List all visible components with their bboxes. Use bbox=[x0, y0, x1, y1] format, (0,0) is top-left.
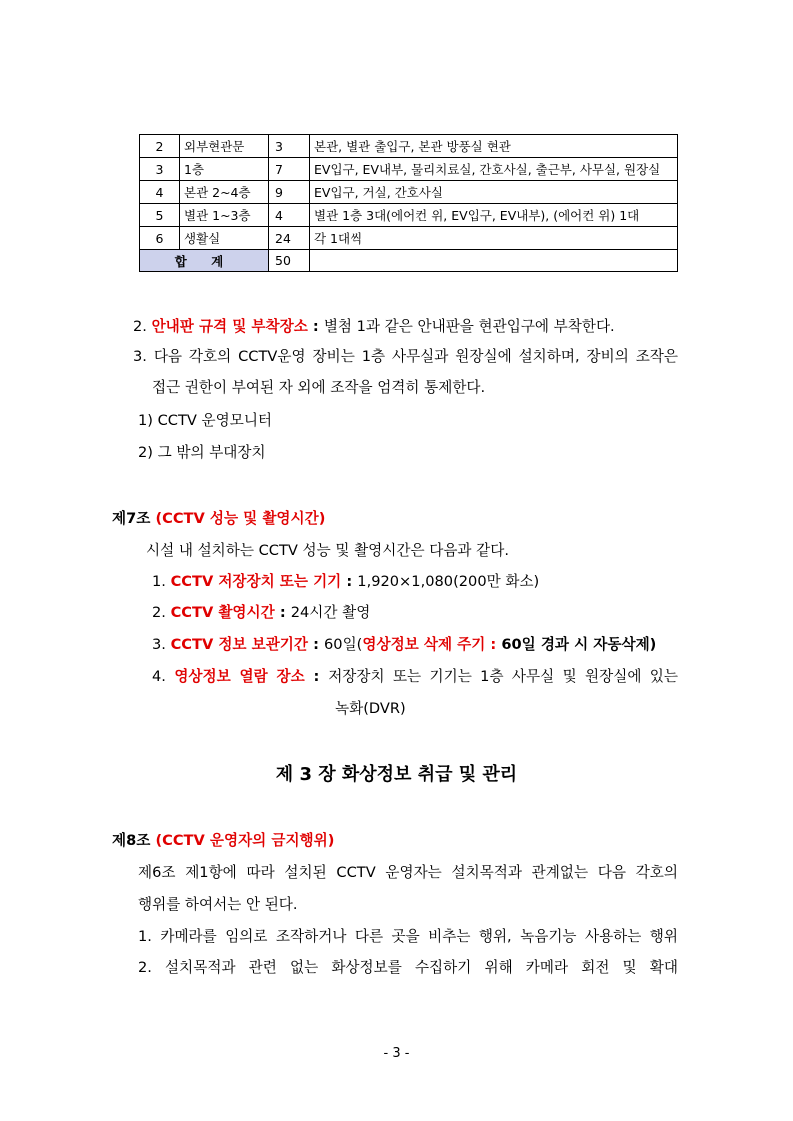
table-row bbox=[140, 181, 678, 204]
table-cell-detail: EV입구, EV내부, 물리치료실, 간호사실, 출근부, 사무실, 원장실 bbox=[310, 158, 678, 181]
table-row bbox=[140, 204, 678, 227]
table-row bbox=[140, 158, 678, 181]
item-text: 1,920×1,080(200만 화소) bbox=[357, 573, 540, 590]
total-count: 50 bbox=[269, 250, 310, 272]
total-detail-empty bbox=[310, 250, 678, 272]
item-separator: : bbox=[274, 604, 291, 621]
item-3-line-2: 접근 권한이 부여된 자 외에 조작을 엄격히 통제한다. bbox=[152, 379, 486, 396]
item-label: CCTV 저장장치 또는 기기 bbox=[170, 573, 342, 590]
item-number: 4. bbox=[152, 668, 166, 685]
table-cell-location: 별관 1~3층 bbox=[180, 204, 269, 227]
table-cell-location: 외부현관문 bbox=[180, 135, 269, 158]
article-number: 제8조 bbox=[112, 832, 151, 849]
item-sub-label: 영상정보 삭제 주기 : bbox=[362, 636, 502, 653]
table-cell-detail: 각 1대씩 bbox=[310, 227, 678, 250]
item-sub-text: 60일 경과 시 자동삭제) bbox=[501, 636, 657, 653]
article-title: (CCTV 성능 및 촬영시간) bbox=[155, 510, 326, 527]
article-number: 제7조 bbox=[112, 510, 151, 527]
table-cell-no: 3 bbox=[140, 158, 180, 181]
table-cell-location: 1층 bbox=[180, 158, 269, 181]
table-cell-no: 2 bbox=[140, 135, 180, 158]
total-label: 합 계 bbox=[140, 250, 269, 272]
item-text: 60일( bbox=[324, 636, 363, 653]
table-cell-count: 3 bbox=[269, 135, 310, 158]
item-2-signboard bbox=[133, 317, 615, 337]
table-cell-count: 7 bbox=[269, 158, 310, 181]
table-cell-location: 생활실 bbox=[180, 227, 269, 250]
article-7-item-4 bbox=[152, 667, 678, 687]
cctv-location-table bbox=[139, 134, 678, 272]
table-cell-detail: 본관, 별관 출입구, 본관 방풍실 현관 bbox=[310, 135, 678, 158]
item-separator: : bbox=[307, 318, 324, 335]
item-label: CCTV 정보 보관기간 bbox=[170, 636, 308, 653]
article-8-intro-2: 행위를 하여서는 안 된다. bbox=[138, 896, 298, 913]
chapter-3-title: 제 3 장 화상정보 취급 및 관리 bbox=[275, 764, 518, 785]
table-row bbox=[140, 227, 678, 250]
item-number: 3. bbox=[152, 636, 166, 653]
table-cell-no: 4 bbox=[140, 181, 180, 204]
article-7-item-2 bbox=[152, 603, 370, 623]
item-3-line-1: 3. 다음 각호의 CCTV운영 장비는 1층 사무실과 원장실에 설치하며, 장비의 조작은 bbox=[133, 348, 678, 365]
article-title: (CCTV 운영자의 금지행위) bbox=[155, 832, 335, 849]
item-label: 영상정보 열람 장소 bbox=[174, 668, 305, 685]
item-separator: : bbox=[341, 573, 358, 590]
table-cell-no: 6 bbox=[140, 227, 180, 250]
item-number: 2. bbox=[152, 604, 166, 621]
item-label: 안내판 규격 및 부착장소 bbox=[151, 318, 308, 335]
item-text: 별첨 1과 같은 안내판을 현관입구에 부착한다. bbox=[323, 318, 615, 335]
table-cell-detail: EV입구, 거실, 간호사실 bbox=[310, 181, 678, 204]
article-7-heading bbox=[112, 509, 325, 529]
article-8-item-2: 2. 설치목적과 관련 없는 화상정보를 수집하기 위해 카메라 회전 및 확대 bbox=[138, 959, 678, 976]
item-text: 저장장치 또는 기기는 1층 사무실 및 원장실에 있는 bbox=[328, 668, 679, 685]
table-cell-count: 9 bbox=[269, 181, 310, 204]
item-3-sub-2: 2) 그 밖의 부대장치 bbox=[138, 444, 266, 461]
table-cell-no: 5 bbox=[140, 204, 180, 227]
table-cell-location: 본관 2~4층 bbox=[180, 181, 269, 204]
table-cell-count: 24 bbox=[269, 227, 310, 250]
article-8-intro-1: 제6조 제1항에 따라 설치된 CCTV 운영자는 설치목적과 관계없는 다음 각호의 bbox=[138, 864, 678, 881]
article-7-intro: 시설 내 설치하는 CCTV 성능 및 촬영시간은 다음과 같다. bbox=[146, 542, 509, 559]
article-7-item-1 bbox=[152, 572, 539, 592]
table-cell-count: 4 bbox=[269, 204, 310, 227]
article-8-item-1: 1. 카메라를 임의로 조작하거나 다른 곳을 비추는 행위, 녹음기능 사용하는 행위 bbox=[138, 928, 678, 945]
item-number: 2. bbox=[133, 318, 147, 335]
item-label: CCTV 촬영시간 bbox=[170, 604, 275, 621]
item-text: 24시간 촬영 bbox=[290, 604, 371, 621]
item-separator: : bbox=[308, 636, 324, 653]
table-total-row bbox=[140, 250, 678, 272]
article-8-heading bbox=[112, 831, 334, 851]
table-cell-detail: 별관 1층 3대(에어컨 위, EV입구, EV내부), (에어컨 위) 1대 bbox=[310, 204, 678, 227]
table-row bbox=[140, 135, 678, 158]
article-7-item-4-cont: 녹화(DVR) bbox=[335, 700, 406, 717]
article-7-item-3 bbox=[152, 635, 656, 655]
item-3-sub-1: 1) CCTV 운영모니터 bbox=[138, 412, 273, 429]
page-number: - 3 - bbox=[383, 1046, 410, 1061]
item-number: 1. bbox=[152, 573, 166, 590]
item-separator: : bbox=[304, 668, 329, 685]
